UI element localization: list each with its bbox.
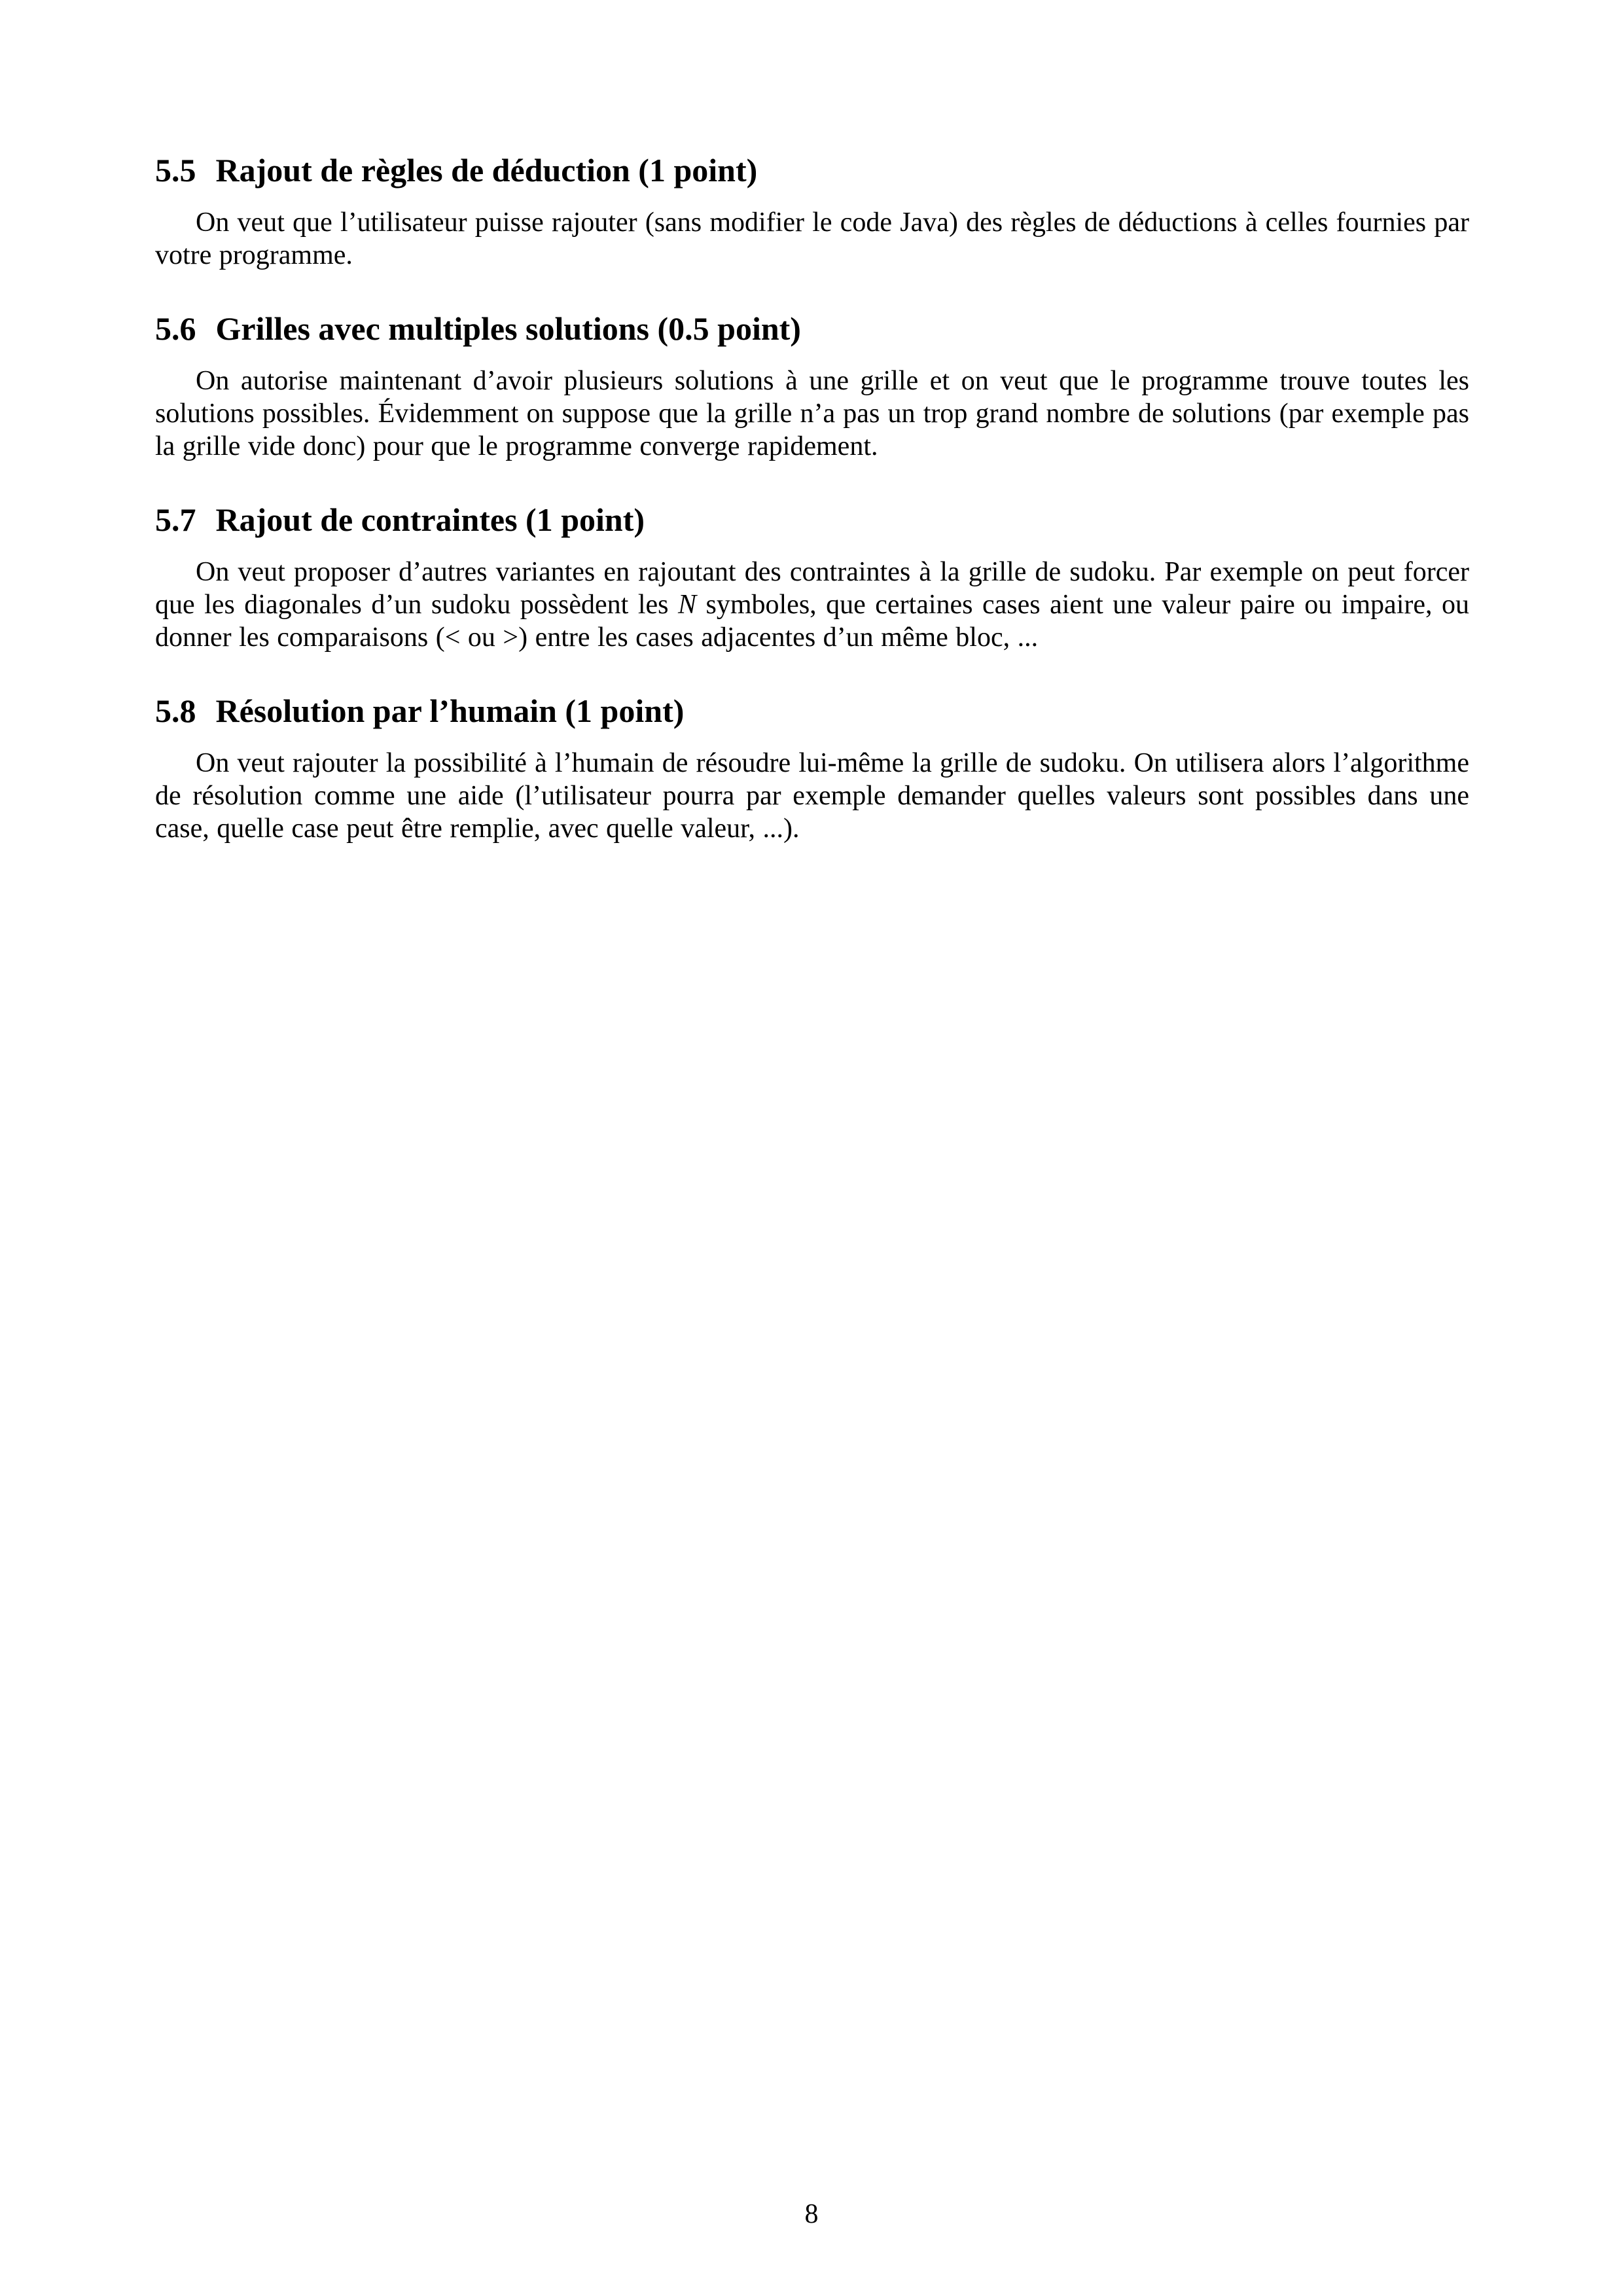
math-variable-N: N xyxy=(677,590,696,620)
section-paragraph: On veut rajouter la possibilité à l’humain de résoudre lui-même la grille de sudoku. On utilisera alors l’algorithme de résolution comme une aide (l’utilisateur pourra par exemple demander quelles valeurs sont possibles dans une case, quelle case peut être remplie, avec quelle valeur, ...). xyxy=(155,748,1469,844)
paragraph-text: On veut proposer d’autres variantes en rajoutant des contraintes à la grille de sudoku. Par exemple on peut forcer que les diagonales d’un sudoku possèdent les xyxy=(155,557,1469,620)
section-title: Grilles avec multiples solutions (0.5 point) xyxy=(215,310,801,347)
document-content xyxy=(155,0,1469,845)
page-number: 8 xyxy=(804,2199,819,2229)
section-paragraph xyxy=(155,556,1469,654)
section-heading xyxy=(155,694,1469,727)
section-paragraph: On veut que l’utilisateur puisse rajouter (sans modifier le code Java) des règles de déductions à celles fournies par votre programme. xyxy=(155,207,1469,270)
section-5-6 xyxy=(155,312,1469,463)
section-title: Résolution par l’humain (1 point) xyxy=(215,692,685,729)
section-title: Rajout de règles de déduction (1 point) xyxy=(215,152,758,188)
section-5-7 xyxy=(155,503,1469,654)
section-5-5 xyxy=(155,154,1469,272)
section-number: 5.8 xyxy=(155,692,196,729)
paragraph-text: symboles, que certaines cases aient une valeur paire ou impaire, ou donner les comparaisons (< ou >) entre les cases adjacentes d’un même bloc, ... xyxy=(155,590,1469,653)
section-number: 5.5 xyxy=(155,152,196,188)
section-number: 5.6 xyxy=(155,310,196,347)
section-5-8 xyxy=(155,694,1469,845)
section-heading xyxy=(155,154,1469,187)
section-paragraph: On autorise maintenant d’avoir plusieurs solutions à une grille et on veut que le programme trouve toutes les solutions possibles. Évidemment on suppose que la grille n’a pas un trop grand nombre de solutions (par exemple pas la grille vide donc) pour que le programme converge rapidement. xyxy=(155,366,1469,461)
section-number: 5.7 xyxy=(155,501,196,538)
section-heading xyxy=(155,312,1469,345)
section-title: Rajout de contraintes (1 point) xyxy=(215,501,645,538)
section-heading xyxy=(155,503,1469,536)
